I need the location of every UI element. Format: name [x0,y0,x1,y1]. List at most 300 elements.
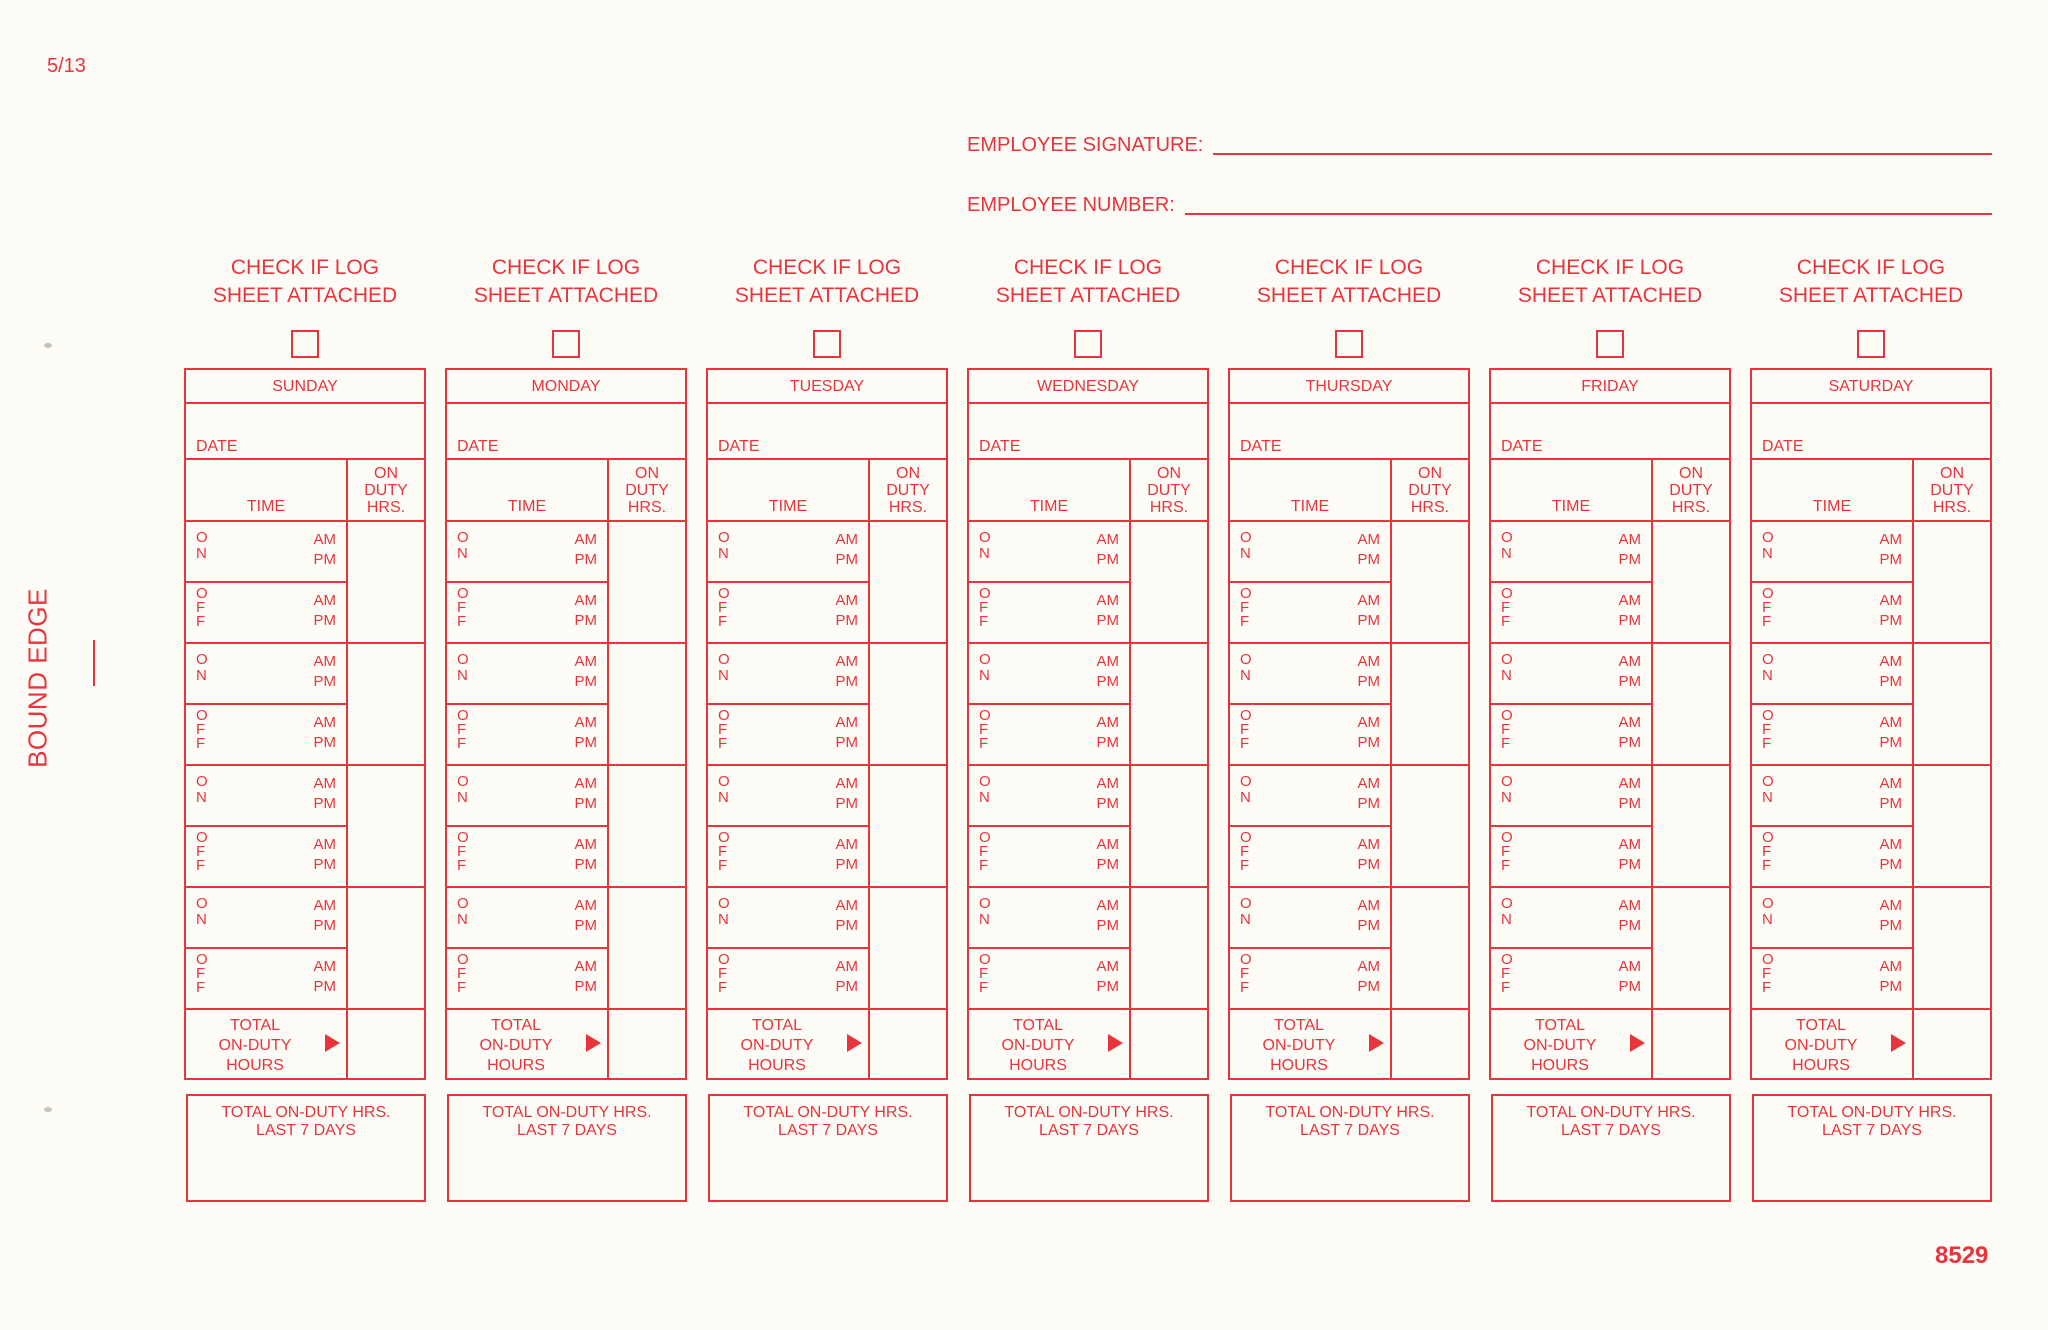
off-letter: O [718,585,730,602]
off-time-field[interactable] [969,949,1129,1008]
off-letter: F [979,735,989,752]
time-column [186,888,348,1008]
off-time-field[interactable] [969,583,1129,642]
last7-line2: LAST 7 DAYS [1300,1122,1400,1139]
on-off-pair [447,522,685,644]
day-name [969,370,1207,404]
on-ampm [836,896,859,936]
on-letter: N [1762,545,1773,562]
on-time-field[interactable] [1752,644,1912,705]
day-name-text: MONDAY [531,378,601,395]
am-label: AM [1096,592,1119,609]
on-letter: N [457,667,468,684]
on-time-field[interactable] [1752,766,1912,827]
off-ampm [575,591,598,631]
am-label: AM [1618,653,1641,670]
pm-label: PM [1357,551,1380,568]
on-time-field[interactable] [447,644,607,705]
on-time-field[interactable] [1491,644,1651,705]
am-label: AM [1096,714,1119,731]
last-7-days-box[interactable] [969,1094,1209,1202]
pm-label: PM [1357,673,1380,690]
on-time-field[interactable] [708,888,868,949]
off-letter: F [1240,857,1250,874]
pm-label: PM [574,612,597,629]
off-time-field[interactable] [1491,705,1651,764]
on-duty-hrs-field[interactable] [1131,644,1207,764]
am-label: AM [313,714,336,731]
last-7-days-box[interactable] [447,1094,687,1202]
date-field[interactable] [186,404,424,460]
check-log-line2: SHEET ATTACHED [1256,284,1442,307]
day-grid [706,368,948,1080]
off-time-field[interactable] [1752,949,1912,1008]
on-duty-hrs-field[interactable] [870,888,946,1008]
on-letter: N [1240,667,1251,684]
on-time-field[interactable] [1491,522,1651,583]
on-duty-hrs-field[interactable] [348,766,424,886]
on-letter: N [1501,545,1512,562]
off-letter: F [1240,843,1250,860]
total-hours-field[interactable] [1392,1010,1468,1078]
on-letter: O [196,773,208,790]
off-letter: F [1240,721,1250,738]
total-hours-field[interactable] [1914,1010,1990,1078]
on-letter: N [1762,789,1773,806]
on-letters [1762,530,1774,562]
last7-line1: TOTAL ON-DUTY HRS. [221,1104,391,1121]
am-label: AM [1096,958,1119,975]
on-off-pair [969,644,1207,766]
off-letter: O [979,707,991,724]
off-letter: F [196,965,206,982]
on-off-pair [447,644,685,766]
on-duty-hrs-field[interactable] [1914,644,1990,764]
on-duty-hrs-field[interactable] [1914,522,1990,642]
on-letter: N [457,545,468,562]
off-letter: O [979,585,991,602]
on-ampm [1097,896,1120,936]
am-label: AM [574,775,597,792]
check-log-label [967,254,1209,312]
off-letter: F [1501,843,1511,860]
log-sheet-checkbox[interactable] [1335,330,1363,358]
on-time-field[interactable] [969,888,1129,949]
am-label: AM [1618,592,1641,609]
off-letter: F [457,857,467,874]
off-letter: F [1501,599,1511,616]
on-time-field[interactable] [1752,522,1912,583]
on-duty-hrs-field[interactable] [870,644,946,764]
total-label [708,1016,846,1076]
am-label: AM [1096,531,1119,548]
off-time-field[interactable] [447,949,607,1008]
last7-line2: LAST 7 DAYS [778,1122,878,1139]
total-hours-field[interactable] [1131,1010,1207,1078]
last-7-days-box[interactable] [1230,1094,1470,1202]
on-time-field[interactable] [1491,766,1651,827]
am-label: AM [313,592,336,609]
employee-number-field[interactable] [1185,213,1992,215]
am-label: AM [574,714,597,731]
pm-label: PM [313,795,336,812]
off-letter: F [1762,857,1772,874]
pm-label: PM [1096,978,1119,995]
on-duty-hrs-field[interactable] [609,644,685,764]
time-column [1491,522,1653,642]
on-letter: O [979,773,991,790]
on-duty-hrs-field[interactable] [348,644,424,764]
on-time-field[interactable] [186,644,346,705]
on-ampm [575,652,598,692]
off-letter: F [718,613,728,630]
pm-label: PM [1618,978,1641,995]
off-time-field[interactable] [186,705,346,764]
total-row [708,1010,946,1078]
on-duty-hrs-field[interactable] [348,888,424,1008]
off-letter: O [1240,951,1252,968]
day-column-thursday [1228,254,1470,1139]
signature-label: EMPLOYEE SIGNATURE: [967,134,1204,156]
total-line1: TOTAL [1795,1017,1847,1034]
off-letter: O [1240,585,1252,602]
off-letters [718,953,730,995]
on-letter: O [718,895,730,912]
last7-line1: TOTAL ON-DUTY HRS. [1004,1104,1174,1121]
time-header [447,460,609,520]
on-duty-hrs-field[interactable] [1653,522,1729,642]
off-ampm [314,591,337,631]
log-sheet-checkbox[interactable] [1074,330,1102,358]
on-off-pair [447,766,685,888]
on-duty-hrs-field[interactable] [1914,888,1990,1008]
total-label [969,1016,1107,1076]
hrs-line1: ON [1940,465,1964,482]
day-name-text: SUNDAY [272,378,338,395]
am-label: AM [835,836,858,853]
off-time-field[interactable] [447,705,607,764]
total-line2: ON-DUTY [479,1037,553,1054]
day-column-saturday [1750,254,1992,1139]
on-time-field[interactable] [186,522,346,583]
log-sheet-checkbox[interactable] [552,330,580,358]
on-off-pair [1230,888,1468,1010]
punch-hole-top [44,343,52,348]
on-time-field[interactable] [447,522,607,583]
off-time-field[interactable] [969,827,1129,886]
on-letters [718,896,730,928]
on-duty-hrs-field[interactable] [870,522,946,642]
off-letter: F [457,979,467,996]
off-letter: F [718,599,728,616]
off-ampm [836,957,859,997]
on-duty-hrs-field[interactable] [870,766,946,886]
last7-line2: LAST 7 DAYS [1039,1122,1139,1139]
on-duty-hrs-field[interactable] [1653,888,1729,1008]
am-label: AM [835,958,858,975]
check-log-line1: CHECK IF LOG [1274,256,1424,279]
on-duty-hrs-field[interactable] [1653,766,1729,886]
on-time-field[interactable] [1752,888,1912,949]
employee-number-row [967,194,1992,217]
on-off-pair [969,522,1207,644]
am-label: AM [835,592,858,609]
off-letter: F [1240,979,1250,996]
off-ampm [1358,713,1381,753]
off-letter: F [979,965,989,982]
on-time-field[interactable] [969,766,1129,827]
on-letter: O [1501,895,1513,912]
log-sheet-checkbox[interactable] [291,330,319,358]
on-off-pair [186,644,424,766]
off-time-field[interactable] [1230,583,1390,642]
on-time-field[interactable] [447,766,607,827]
off-letter: O [1762,951,1774,968]
off-time-field[interactable] [708,705,868,764]
hrs-line2: DUTY [1930,482,1974,499]
date-field[interactable] [447,404,685,460]
off-letter: F [196,735,206,752]
date-field[interactable] [1230,404,1468,460]
off-letter: O [457,585,469,602]
on-time-field[interactable] [969,644,1129,705]
log-sheet-checkbox[interactable] [1596,330,1624,358]
off-time-field[interactable] [447,827,607,886]
time-column [447,888,609,1008]
off-letters [979,831,991,873]
total-line2: ON-DUTY [740,1037,814,1054]
check-log-line2: SHEET ATTACHED [1778,284,1964,307]
on-time-field[interactable] [708,522,868,583]
column-header [969,460,1207,522]
on-off-pair [1491,522,1729,644]
employee-number-label: EMPLOYEE NUMBER: [967,194,1175,216]
off-letter: O [1501,829,1513,846]
date-label: DATE [718,438,760,455]
pm-label: PM [313,856,336,873]
date-field[interactable] [969,404,1207,460]
off-ampm [1880,713,1903,753]
total-row [969,1010,1207,1078]
off-letter: O [1501,951,1513,968]
on-time-field[interactable] [447,888,607,949]
on-off-pair [186,522,424,644]
total-line1: TOTAL [229,1017,281,1034]
last-7-days-box[interactable] [708,1094,948,1202]
pm-label: PM [1879,917,1902,934]
on-time-field[interactable] [1491,888,1651,949]
off-letter: F [1762,721,1772,738]
on-letter: N [196,667,207,684]
on-letter: N [1762,667,1773,684]
last-7-days-box[interactable] [1752,1094,1992,1202]
off-letters [1762,587,1774,629]
off-letter: O [457,829,469,846]
total-hours-field[interactable] [348,1010,424,1078]
hrs-line3: HRS. [1671,499,1711,516]
off-letter: O [1501,707,1513,724]
total-hours-field[interactable] [1653,1010,1729,1078]
time-label: TIME [507,498,547,515]
pm-label: PM [1357,917,1380,934]
off-letter: F [1501,721,1511,738]
date-field[interactable] [1491,404,1729,460]
pm-label: PM [1618,551,1641,568]
pm-label: PM [1096,795,1119,812]
off-time-field[interactable] [186,583,346,642]
on-duty-hrs-field[interactable] [609,522,685,642]
pm-label: PM [1096,673,1119,690]
check-log-label [1228,254,1470,312]
pm-label: PM [835,612,858,629]
on-ampm [836,530,859,570]
off-ampm [836,713,859,753]
hrs-line1: ON [374,465,398,482]
signature-field[interactable] [1213,153,1992,155]
off-time-field[interactable] [1230,705,1390,764]
off-ampm [1358,835,1381,875]
off-time-field[interactable] [708,827,868,886]
on-letters [457,774,469,806]
off-letter: F [196,857,206,874]
on-ampm [1097,774,1120,814]
on-duty-hrs-field[interactable] [1392,766,1468,886]
on-time-field[interactable] [1230,644,1390,705]
on-letter: O [718,529,730,546]
off-time-field[interactable] [1230,827,1390,886]
on-duty-hrs-field[interactable] [1131,888,1207,1008]
on-letters [979,652,991,684]
total-hours-field[interactable] [870,1010,946,1078]
total-line1: TOTAL [490,1017,542,1034]
on-letter: O [1240,895,1252,912]
off-letters [1501,831,1513,873]
on-duty-hrs-field[interactable] [1392,888,1468,1008]
on-letters [718,652,730,684]
on-time-field[interactable] [1230,766,1390,827]
off-time-field[interactable] [1491,827,1651,886]
on-duty-hrs-field[interactable] [1653,644,1729,764]
on-time-field[interactable] [708,644,868,705]
off-time-field[interactable] [1752,705,1912,764]
am-label: AM [1357,958,1380,975]
time-column [969,522,1131,642]
am-label: AM [835,775,858,792]
on-duty-hrs-field[interactable] [348,522,424,642]
on-letter: N [979,789,990,806]
on-time-field[interactable] [1230,522,1390,583]
day-name [708,370,946,404]
total-line2: ON-DUTY [1784,1037,1858,1054]
column-header [186,460,424,522]
on-off-pair [1752,766,1990,888]
off-letter: F [1762,735,1772,752]
off-time-field[interactable] [1752,583,1912,642]
am-label: AM [1618,531,1641,548]
on-time-field[interactable] [186,888,346,949]
off-time-field[interactable] [1230,949,1390,1008]
off-time-field[interactable] [1491,583,1651,642]
total-label [1491,1016,1629,1076]
hrs-line1: ON [1418,465,1442,482]
on-duty-hrs-field[interactable] [1392,522,1468,642]
time-header [186,460,348,520]
day-column-wednesday [967,254,1209,1139]
on-time-field[interactable] [1230,888,1390,949]
off-time-field[interactable] [186,949,346,1008]
off-time-field[interactable] [969,705,1129,764]
on-time-field[interactable] [969,522,1129,583]
off-ampm [1097,713,1120,753]
last7-line1: TOTAL ON-DUTY HRS. [1265,1104,1435,1121]
pm-label: PM [313,917,336,934]
pm-label: PM [1879,795,1902,812]
off-time-field[interactable] [708,949,868,1008]
off-time-field[interactable] [447,583,607,642]
on-letter: O [457,895,469,912]
log-sheet-checkbox[interactable] [1857,330,1885,358]
on-duty-hrs-field[interactable] [1392,644,1468,764]
check-log-line1: CHECK IF LOG [1796,256,1946,279]
am-label: AM [835,653,858,670]
total-line2: ON-DUTY [218,1037,292,1054]
date-field[interactable] [708,404,946,460]
off-ampm [1097,835,1120,875]
off-letter: O [979,829,991,846]
off-time-field[interactable] [1752,827,1912,886]
time-column [1491,766,1653,886]
off-letter: F [979,721,989,738]
pm-label: PM [1618,917,1641,934]
am-label: AM [1879,836,1902,853]
on-duty-hrs-field[interactable] [1131,766,1207,886]
off-letters [979,953,991,995]
on-letter: N [1240,911,1251,928]
off-time-field[interactable] [708,583,868,642]
on-time-field[interactable] [708,766,868,827]
off-ampm [575,713,598,753]
day-name-text: TUESDAY [789,378,865,395]
on-duty-hrs-field[interactable] [1914,766,1990,886]
off-time-field[interactable] [1491,949,1651,1008]
time-column [969,888,1131,1008]
date-field[interactable] [1752,404,1990,460]
day-name [447,370,685,404]
total-line3: HOURS [1009,1057,1067,1074]
on-duty-hrs-header [870,460,946,520]
on-duty-hrs-field[interactable] [609,888,685,1008]
on-duty-hrs-field[interactable] [609,766,685,886]
last-7-days-box[interactable] [186,1094,426,1202]
total-hours-field[interactable] [609,1010,685,1078]
am-label: AM [313,775,336,792]
off-letter: F [457,721,467,738]
on-time-field[interactable] [186,766,346,827]
bound-edge-label: BOUND EDGE [22,588,53,768]
on-letter: N [979,545,990,562]
pm-label: PM [1618,673,1641,690]
off-letters [457,953,469,995]
last-7-days-box[interactable] [1491,1094,1731,1202]
off-time-field[interactable] [186,827,346,886]
on-letter: N [718,789,729,806]
check-log-line2: SHEET ATTACHED [212,284,398,307]
time-column [1752,888,1914,1008]
off-letter: F [718,965,728,982]
on-duty-hrs-field[interactable] [1131,522,1207,642]
log-sheet-checkbox[interactable] [813,330,841,358]
am-label: AM [1879,531,1902,548]
